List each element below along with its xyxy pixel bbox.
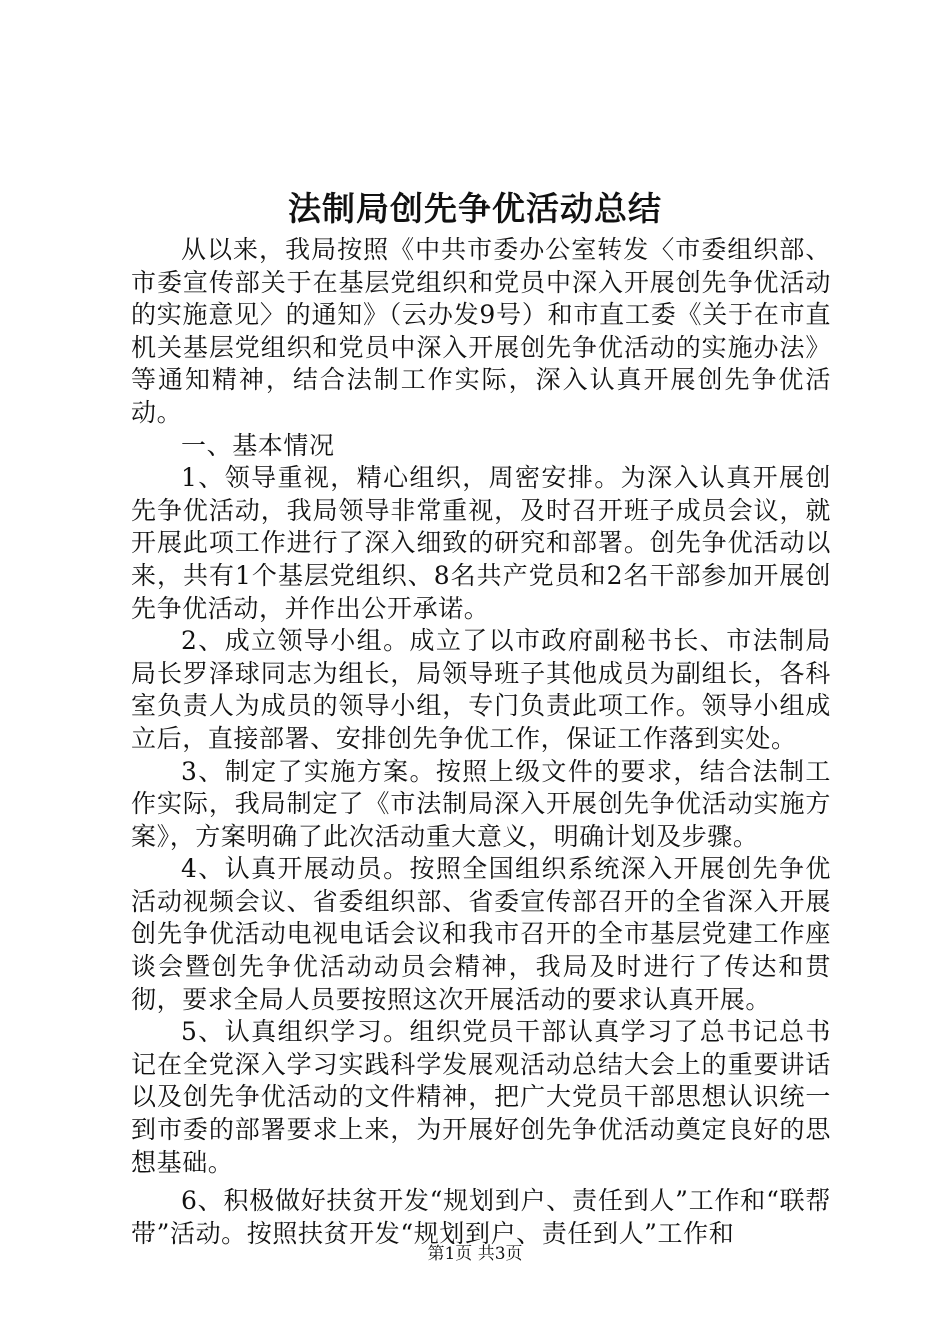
paragraph-item-5: 5、认真组织学习。组织党员干部认真学习了总书记总书记在全党深入学习实践科学发展观活动总结大会上的重要讲话以及创先争优活动的文件精神，把广大党员干部思想认识统一到市委的部署要求上来，为开展好创先争优活动奠定良好的思想基础。 — [131, 1017, 831, 1177]
paragraph-item-3: 3、制定了实施方案。按照上级文件的要求，结合法制工作实际，我局制定了《市法制局深入开展创先争优活动实施方案》，方案明确了此次活动重大意义，明确计划及步骤。 — [131, 756, 831, 851]
paragraph-item-6: 6、积极做好扶贫开发“规划到户、责任到人”工作和“联帮带”活动。按照扶贫开发“规划到户、责任到人”工作和 — [131, 1186, 831, 1248]
document-title: 法制局创先争优活动总结 — [288, 189, 662, 228]
page-number-footer: 第1页 共3页 — [427, 1244, 523, 1264]
paragraph-item-2: 2、成立领导小组。成立了以市政府副秘书长、市法制局局长罗泽球同志为组长，局领导班子其他成员为副组长，各科室负责人为成员的领导小组，专门负责此项工作。领导小组成立后，直接部署、安排创先争优工作，保证工作落到实处。 — [131, 626, 831, 753]
paragraph-item-1: 1、领导重视，精心组织，周密安排。为深入认真开展创先争优活动，我局领导非常重视，及时召开班子成员会议，就开展此项工作进行了深入细致的研究和部署。创先争优活动以来，共有1个基层党组织、8名共产党员和2名干部参加开展创先争优活动，并作出公开承诺。 — [131, 463, 831, 623]
paragraph-intro: 从以来，我局按照《中共市委办公室转发〈市委组织部、市委宣传部关于在基层党组织和党员中深入开展创先争优活动的实施意见〉的通知》（云办发9号）和市直工委《关于在市直机关基层党组织和党员中深入开展创先争优活动的实施办法》等通知精神，结合法制工作实际，深入认真开展创先争优活动。 — [131, 235, 831, 427]
section-heading-basic-situation: 一、基本情况 — [181, 430, 335, 460]
document-body — [131, 234, 831, 1250]
paragraph-item-4: 4、认真开展动员。按照全国组织系统深入开展创先争优活动视频会议、省委组织部、省委宣传部召开的全省深入开展创先争优活动电视电话会议和我市召开的全市基层党建工作座谈会暨创先争优活动动员会精神，我局及时进行了传达和贯彻，要求全局人员要按照这次开展活动的要求认真开展。 — [131, 854, 831, 1014]
